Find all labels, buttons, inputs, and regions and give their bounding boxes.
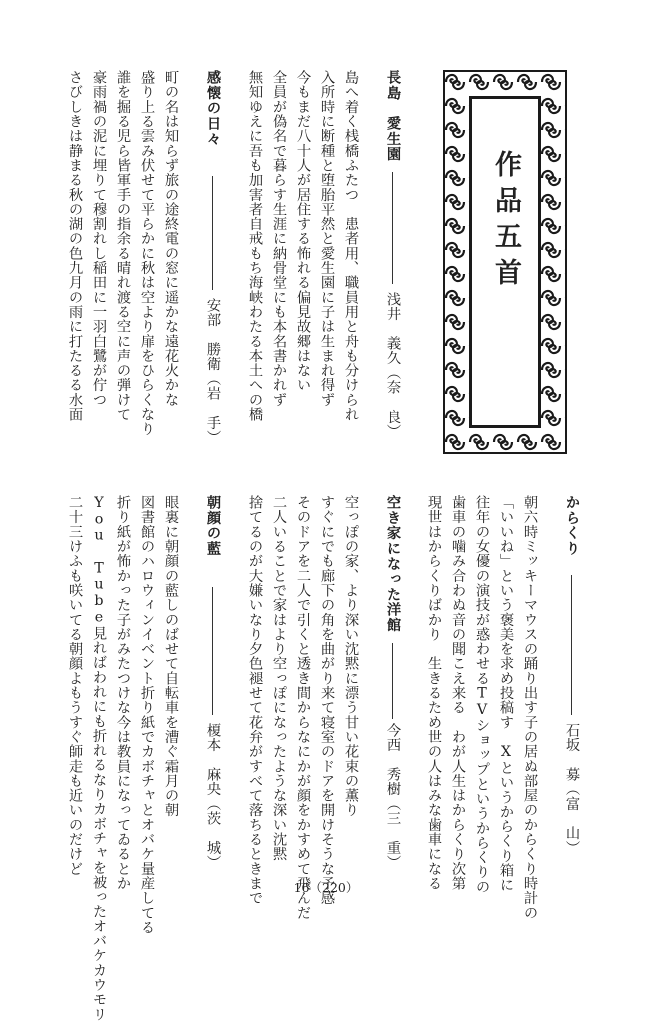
poem-line: そのドアを二人で引くと透き間からなにかが顔をかすめて飛んだ: [295, 495, 311, 920]
heading-text: 感懐の日々: [205, 70, 221, 147]
poem-line: 折り紙が怖かった子がみたつけな今は教員になってゐるとか: [115, 495, 131, 891]
poem-line: 無知ゆえに吾も加害者自戒もち海峡わたる本土への橋: [247, 70, 263, 422]
page-number: 16（220）: [293, 880, 359, 895]
poem-line: 豪雨禍の泥に埋りて穆割れし稲田に一羽白鷺が佇つ: [91, 70, 107, 407]
poem-line: 全員が偽名で暮らす生涯に納骨堂にも本名書かれず: [271, 70, 287, 407]
poem-line: 図書館のハロウィンイベント折り紙でカボチャとオバケ量産してる: [139, 495, 155, 935]
poem-line: You Tube見ればわれにも折れるなりカボチャを被ったオバケカウモリ: [91, 495, 107, 1021]
poem-line: 誰を掘る児ら皆軍手の指余る晴れ渡る空に声の弾けて: [115, 70, 131, 422]
heading-rule: [392, 643, 393, 719]
heading-rule: [212, 176, 213, 290]
work-author-karakuri: [562, 723, 581, 873]
heading-text: 朝顔の藍: [205, 495, 221, 557]
heading-rule: [571, 575, 572, 715]
poem-line: すぐにでも廊下の角を曲がり来て寝室のドアを開けそうな予感: [319, 495, 335, 906]
work-author-nagashima: [383, 292, 402, 462]
poem-line: 町の名は知らず旅の途終電の窓に遥かな遠花火かな: [163, 70, 179, 407]
poem-line: 眼裏に朝顔の藍しのばせて自転車を漕ぐ霜月の朝: [163, 495, 179, 818]
poem-line: 今もまだ八十人が居住する怖れる偏見故郷はない: [295, 70, 311, 393]
poem-line: 空っぽの家、より深い沈黙に漂う甘い花束の薫り: [343, 495, 359, 818]
author-text: 石坂 募（富 山）: [564, 723, 580, 855]
author-text: 榎本 麻央（茨 城）: [205, 723, 221, 870]
poem-line: 二十三けふも咲いてる朝顔よもうすぐ師走も近いのだけど: [67, 495, 83, 876]
author-text: 今西 秀樹（三 重）: [385, 723, 401, 870]
heading-rule: [212, 587, 213, 715]
author-text: 浅井 義久（奈 良）: [385, 292, 401, 439]
poem-line: 入所時に断種と堕胎平然と愛生園に子は生まれ得ず: [319, 70, 335, 407]
poem-line: 捨てるのが大嫌いなり夕色褪せて花弁がすべて落ちるときまで: [247, 495, 263, 906]
poem-line: 現世はからくりばかり 生きるため世の人はみな歯車になる: [426, 495, 442, 891]
work-author-kankai: [203, 298, 222, 468]
poem-line: 歯車の噛み合わぬ音の聞こえ来る わが人生はからくり次第: [450, 495, 466, 891]
poem-line: 二人いることで家はより空っぽになったような深い沈黙: [271, 495, 287, 862]
poem-line: 「いいね」という褒美を求め投稿す Xというからくり箱に: [498, 495, 514, 893]
heading-text: からくり: [564, 495, 580, 557]
poem-line: 島へ着く桟橋ふたつ 患者用、職員用と舟も分けられ: [343, 70, 359, 422]
heading-text: 長島 愛生園: [385, 70, 401, 162]
poem-line: 朝六時ミッキーマウスの踊り出す子の居ぬ部屋のからくり時計の: [522, 495, 538, 920]
work-author-asagao: [203, 723, 222, 873]
poem-line: 往年の女優の演技が惑わせるTVショップというからくりの: [474, 495, 490, 894]
poem-line: 盛り上る雲み伏せて平らかに秋は空より扉をひらくなり: [139, 70, 155, 437]
heading-rule: [392, 172, 393, 284]
page-title: 作品五首: [490, 150, 521, 294]
heading-text: 空き家になった洋館: [385, 495, 401, 633]
poem-line: さびしきは静まる秋の湖の色九月の雨に打たるる水面: [67, 70, 83, 422]
work-author-akiya: [383, 723, 402, 873]
author-text: 安部 勝衛（岩 手）: [205, 298, 221, 445]
